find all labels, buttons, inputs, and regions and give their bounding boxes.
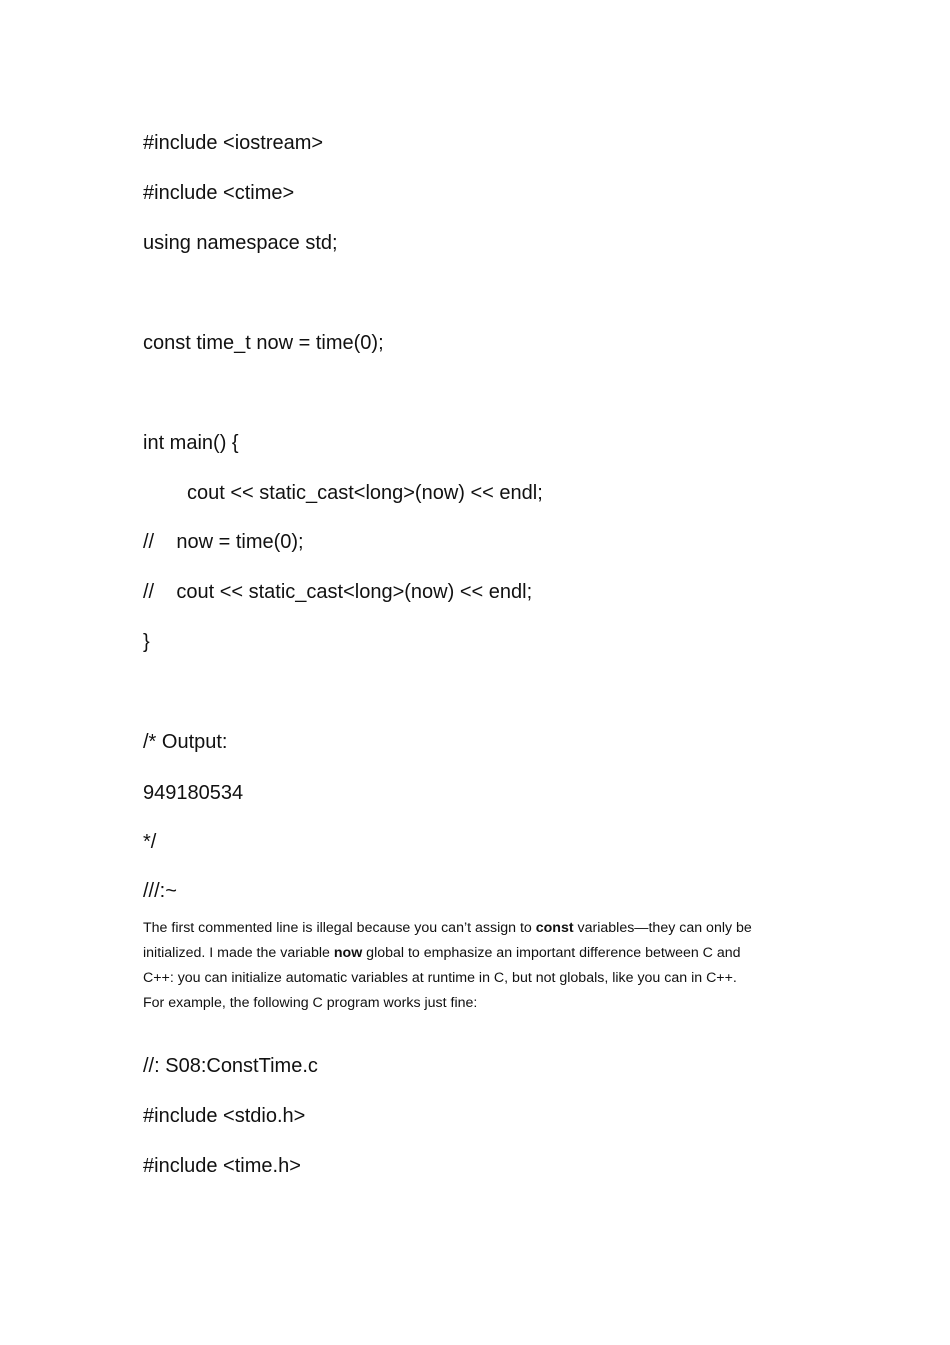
code-line: int main() { (143, 432, 239, 454)
paragraph-line: C++: you can initialize automatic variables at runtime in C, but not globals, like you can in C++. (143, 970, 737, 986)
paragraph-text: initialized. I made the variable (143, 945, 334, 961)
paragraph-text: variables—they can only be (573, 920, 752, 936)
paragraph-line (143, 941, 803, 966)
code-line: cout << static_cast<long>(now) << endl; (187, 482, 543, 504)
code-comment-line: // cout << static_cast<long>(now) << endl; (143, 581, 533, 603)
inline-code-keyword: now (333, 945, 363, 961)
code-comment-line: // now = time(0); (143, 531, 304, 553)
code-line: #include <stdio.h> (143, 1105, 306, 1127)
paragraph-text: The first commented line is illegal because you can (143, 920, 464, 936)
code-line: ///:~ (143, 880, 177, 902)
code-line: #include <ctime> (143, 182, 295, 204)
paragraph-text: ’t assign to (463, 920, 536, 936)
inline-code-keyword: const (535, 920, 574, 936)
body-paragraph (143, 916, 803, 1016)
code-line: } (143, 631, 150, 653)
paragraph-line: For example, the following C program works just fine: (143, 995, 478, 1011)
code-line: const time_t now = time(0); (143, 332, 384, 354)
code-line: using namespace std; (143, 232, 338, 254)
code-line: #include <time.h> (143, 1155, 301, 1177)
code-line: 949180534 (143, 782, 244, 804)
code-line: #include <iostream> (143, 132, 324, 154)
paragraph-line (143, 916, 803, 941)
code-line: /* Output: (143, 731, 228, 753)
paragraph-text: global to emphasize an important difference between C and (362, 945, 741, 961)
code-line: //: S08:ConstTime.c (143, 1055, 318, 1077)
code-line: */ (143, 831, 157, 853)
